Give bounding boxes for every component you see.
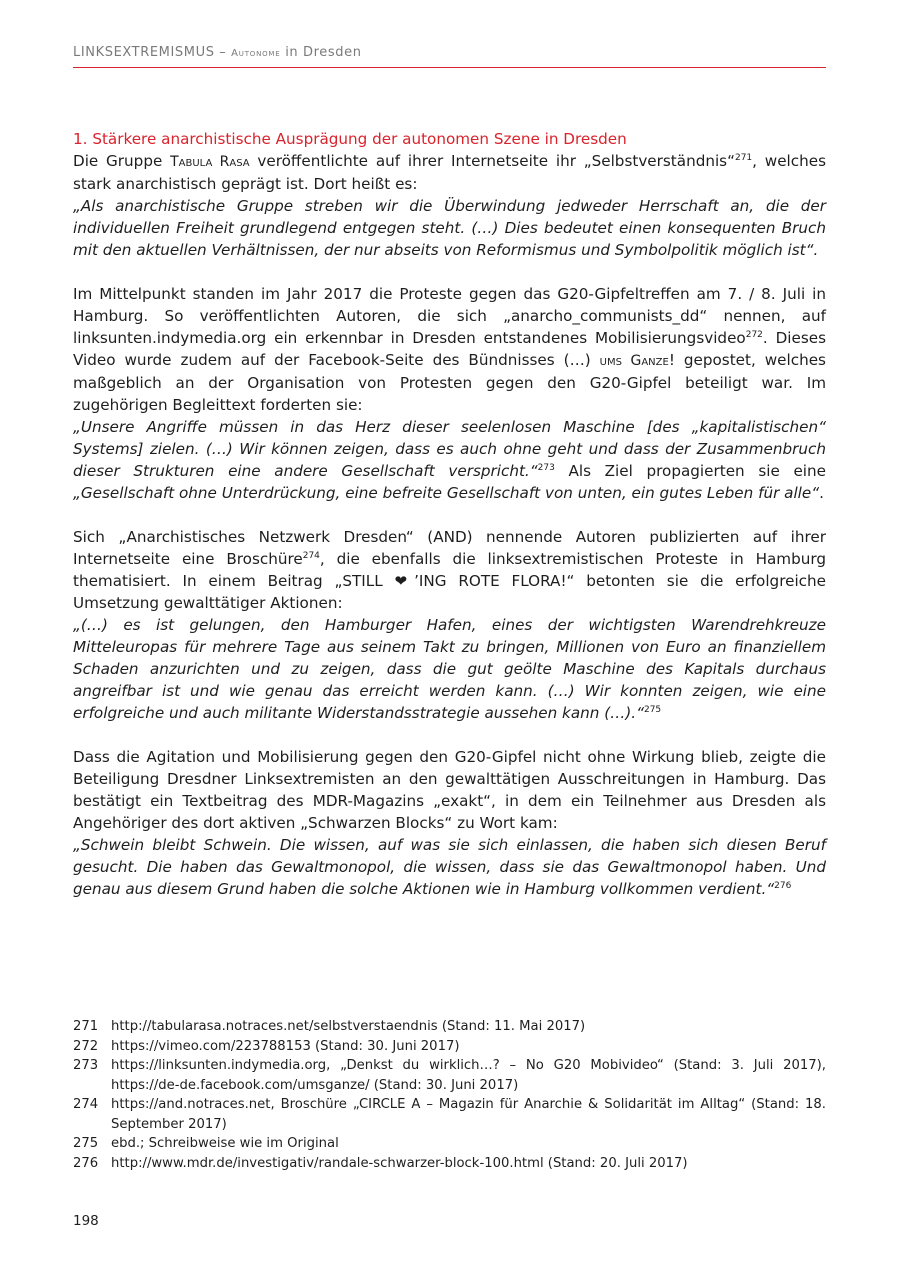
footnote-ref-275[interactable]: 275 (643, 705, 662, 715)
footnote-text[interactable]: http://tabularasa.notraces.net/selbstverstaendnis (Stand: 11. Mai 2017) (111, 1019, 586, 1034)
main-content (73, 128, 826, 900)
paragraph-3-text-a: Sich „Anarchistisches Netzwerk Dresden“ (AND) nennende Autoren publizierten auf ihrer Internetseite eine Broschüre (73, 528, 826, 568)
footnote (73, 1154, 826, 1174)
paragraph-gap (73, 724, 826, 746)
quote-2-text-d: . (819, 484, 824, 502)
footnote-text: ebd.; Schreibweise wie im Original (111, 1136, 339, 1151)
paragraph-2-text-b: . Dieses Video wurde zudem auf der Facebook-Seite des Bündnisses (…) (73, 329, 826, 369)
paragraph-3-text-b: , die ebenfalls die linksextremistischen Proteste in Hamburg thematisiert. In einem Beitrag „STILL (73, 550, 826, 590)
group-name-tabula-rasa: Tabula Rasa (170, 154, 250, 170)
paragraph-gap (73, 261, 826, 283)
paragraph-1-text-b: veröffentlichte auf ihrer Internetseite ihr „Selbstverständnis“ (249, 152, 735, 170)
quote-4-text: „Schwein bleibt Schwein. Die wissen, auf was sie sich einlassen, die haben sich diesen Beruf gesucht. Die haben das Gewaltmonopol, die wissen, dass sie das Gewaltmonopol haben. Und genau aus diesem Grund haben die solche Aktionen wie in Hamburg vollkommen verdient.“ (73, 836, 826, 898)
footnote (73, 1056, 826, 1095)
quote-3 (73, 614, 826, 724)
footnote-text[interactable]: http://www.mdr.de/investigativ/randale-schwarzer-block-100.html (Stand: 20. Juli 2017) (111, 1155, 688, 1171)
quote-2-text-a: „Unsere Angriffe müssen in das Herz dieser seelenlosen Maschine [des „kapitalistischen“ Systems] zielen. (…) Wir können zeigen, dass es auch ohne geht und dass der Zusammenbruch dieser Strukturen eine andere Gesellschaft verspricht.“ (73, 418, 826, 480)
paragraph-3-text-c: ’ING ROTE FLORA!“ betonten sie die erfolgreiche Umsetzung gewalttätiger Aktionen: (73, 572, 826, 612)
paragraph-4: Dass die Agitation und Mobilisierung gegen den G20-Gipfel nicht ohne Wirkung blieb, zeigte die Beteiligung Dresdner Linksextremisten an den gewalttätigen Ausschreitungen in Hamburg. Das bestätigt ein Textbeitrag des MDR-Magazins „exakt“, in dem ein Teilnehmer aus Dresden als Angehöriger des dort aktiven „Schwarzen Blocks“ zu Wort kam: (73, 748, 826, 832)
footnote (73, 1095, 826, 1134)
footnote-text[interactable]: https://and.notraces.net, Broschüre „CIRCLE A – Magazin für Anarchie & Solidarität im Alltag“ (Stand: 18. September 2017) (111, 1097, 826, 1132)
paragraph-2-text-a: Im Mittelpunkt standen im Jahr 2017 die Proteste gegen das G20-Gipfeltreffen am 7. / 8. Juli in Hamburg. So veröffentlichten Autoren, die sich „anarcho_communists_dd“ nennen, auf linksunten.indymedia.org ein erkennbar in Dresden entstandenes Mobilisierungsvideo (73, 285, 826, 347)
footnote-ref-276[interactable]: 276 (774, 881, 792, 891)
paragraph-2-text-c: ! gepostet, welches maßgeblich an der Organisation von Protesten gegen den G20-Gipfel beteiligt war. Im zugehörigen Begleittext forderten sie: (73, 351, 826, 414)
footnote-number: 273 (73, 1058, 99, 1073)
quote-1: „Als anarchistische Gruppe streben wir die Überwindung jedweder Herrschaft an, die der individuellen Freiheit grundlegend entgegen steht. (…) Dies bedeutet einen konsequenten Bruch mit den aktuellen Verhältnissen, der nur abseits von Reformismus und Symbolpolitik möglich ist“. (73, 197, 826, 259)
footnote-text[interactable]: https://vimeo.com/223788153 (Stand: 30. Juni 2017) (111, 1038, 460, 1054)
header-separator: – (214, 45, 232, 60)
footnote-number: 271 (73, 1019, 99, 1034)
footnote (73, 1134, 826, 1154)
quote-4 (73, 834, 826, 900)
quote-3-text: „(…) es ist gelungen, den Hamburger Hafen, eines der wichtigsten Warendrehkreuze Mitteleuropas für mehrere Tage aus seinem Takt zu bringen, Millionen von Euro an finanziellem Schaden anzurichten und zu zeigen, dass die gut geölte Maschine des Kapitals durchaus angreifbar ist und wie genau das erreicht werden kann. (…) Wir konnten zeigen, wie eine erfolgreiche und auch militante Widerstandsstrategie aussehen kann (…).“ (73, 616, 826, 722)
footnote (73, 1037, 826, 1057)
group-name-ums-ganze: ums Ganze (599, 353, 669, 369)
header-section: LINKSEXTREMISMUS (73, 45, 215, 60)
running-header (73, 45, 826, 68)
paragraph-2 (73, 283, 826, 416)
page-number: 198 (73, 1213, 99, 1229)
paragraph-1-text-a: Die Gruppe (73, 152, 171, 170)
footnote-number: 274 (73, 1097, 99, 1112)
section-heading: 1. Stärkere anarchistische Ausprägung der autonomen Szene in Dresden (73, 130, 627, 148)
header-subsection-rest: in Dresden (280, 45, 362, 60)
quote-2-text-b: Als Ziel propagierten sie eine (554, 462, 826, 480)
footnotes (73, 1017, 826, 1173)
footnote (73, 1017, 826, 1037)
footnote-text[interactable]: https://linksunten.indymedia.org, „Denkst du wirklich…? – No G20 Mobivideo“ (Stand: 3. Juli 2017), https://de-de.facebook.com/umsganze/ (Stand: 30. Juni 2017) (111, 1058, 826, 1093)
quote-2 (73, 416, 826, 504)
paragraph-3 (73, 526, 826, 614)
footnote-ref-272[interactable]: 272 (745, 330, 763, 340)
paragraph-1 (73, 150, 826, 195)
footnote-number: 272 (73, 1038, 99, 1054)
quote-2-text-c: „Gesellschaft ohne Unterdrückung, eine befreite Gesellschaft von unten, ein gutes Leben für alle“ (73, 484, 820, 502)
footnote-number: 275 (73, 1136, 99, 1151)
footnote-ref-271[interactable]: 271 (734, 153, 753, 163)
header-subsection-smallcaps: Autonome (231, 48, 281, 59)
footnote-ref-273[interactable]: 273 (537, 463, 555, 473)
paragraph-gap (73, 504, 826, 526)
heart-icon: ❤ (394, 572, 415, 590)
footnote-ref-274[interactable]: 274 (302, 551, 320, 561)
paragraph-1-text-c: , welches stark anarchistisch geprägt ist. Dort heißt es: (73, 152, 826, 193)
footnote-number: 276 (73, 1155, 99, 1171)
